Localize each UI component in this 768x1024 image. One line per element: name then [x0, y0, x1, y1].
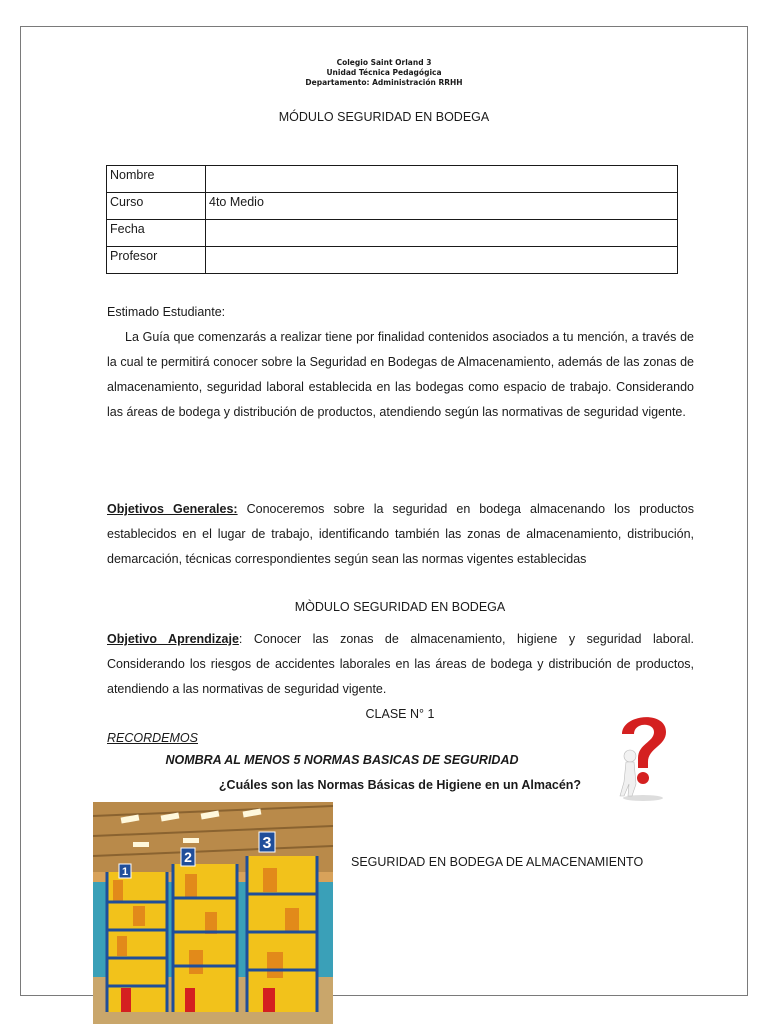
question-mark-figure-icon: [612, 708, 674, 804]
unit-name: Unidad Técnica Pedagógica: [326, 68, 442, 77]
image-caption: SEGURIDAD EN BODEGA DE ALMACENAMIENTO: [351, 855, 644, 869]
date-field[interactable]: [206, 220, 678, 247]
table-row: [107, 220, 678, 247]
learning-text: : Conocer las zonas de almacenamiento, higiene y seguridad laboral. Considerando los riesgos de accidentes laborales en las áreas de bodega y distribución de productos, atendiendo a las normativas de seguridad vigente.: [107, 632, 694, 696]
teacher-field[interactable]: [206, 247, 678, 274]
objectives-paragraph: [107, 497, 694, 572]
label-cell: Fecha: [107, 220, 206, 247]
table-row: [107, 247, 678, 274]
learning-label: Objetivo Aprendizaje: [107, 632, 239, 646]
student-info-table: [106, 165, 678, 274]
label-cell: Curso: [107, 193, 206, 220]
module-subtitle: MÒDULO SEGURIDAD EN BODEGA: [294, 600, 506, 614]
name-field[interactable]: [206, 166, 678, 193]
greeting: Estimado Estudiante:: [107, 305, 226, 319]
label-cell: Profesor: [107, 247, 206, 274]
table-row: [107, 166, 678, 193]
aisle-number-2: 2: [184, 849, 192, 865]
warehouse-illustration: [93, 802, 333, 1024]
page-title: MÓDULO SEGURIDAD EN BODEGA: [278, 110, 490, 124]
instruction-heading: NOMBRA AL MENOS 5 NORMAS BASICAS DE SEGURIDAD: [165, 753, 519, 767]
aisle-number-1: 1: [121, 866, 129, 878]
learning-paragraph: [107, 627, 694, 702]
course-field[interactable]: 4to Medio: [206, 193, 678, 220]
intro-paragraph: La Guía que comenzarás a realizar tiene por finalidad contenidos asociados a tu mención, a través de la cual te permitirá conocer sobre la Seguridad en Bodegas de Almacenamiento, además de las zonas de almacenamiento, seguridad laboral establecida en las bodegas como espacio de trabajo. Considerando las áreas de bodega y distribución de productos, atendiendo según las normativas de seguridad vigente.: [107, 330, 694, 419]
class-label: CLASE N° 1: [365, 707, 435, 721]
school-name: Colegio Saint Orland 3: [336, 58, 432, 67]
table-row: [107, 193, 678, 220]
question-heading: ¿Cuáles son las Normas Básicas de Higiene en un Almacén?: [218, 778, 582, 792]
objectives-text: Conoceremos sobre la seguridad en bodega almacenando los productos establecidos en el lugar de trabajo, identificando también las zonas de almacenamiento, distribución, demarcación, técnicas correspondientes según sean las normas vigentes establecidas: [107, 502, 694, 566]
department-name: Departamento: Administración RRHH: [305, 78, 463, 87]
recordemos-label: RECORDEMOS: [107, 731, 198, 745]
objectives-label: Objetivos Generales:: [107, 502, 238, 516]
aisle-number-3: 3: [262, 835, 272, 852]
label-cell: Nombre: [107, 166, 206, 193]
